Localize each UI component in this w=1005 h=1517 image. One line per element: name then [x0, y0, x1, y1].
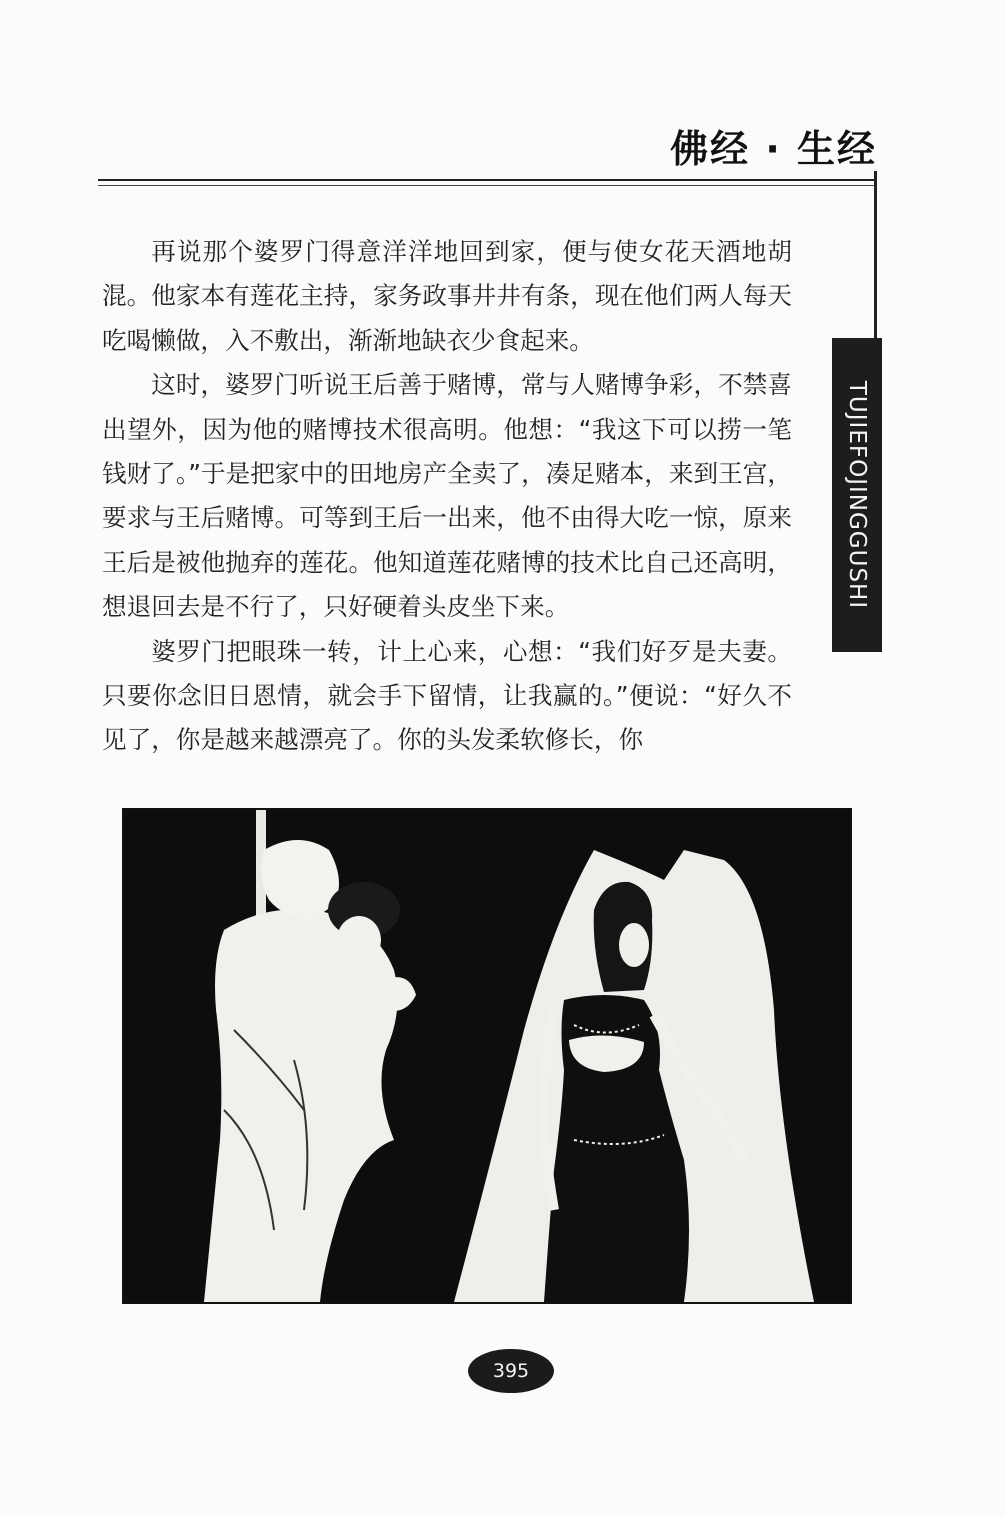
- body-text: [102, 230, 792, 763]
- ink-illustration: [122, 808, 852, 1304]
- praying-hands: [384, 977, 416, 1011]
- page-number: 395: [492, 1360, 530, 1382]
- header-vertical-rule: [874, 171, 877, 343]
- paragraph-1: 再说那个婆罗门得意洋洋地回到家，便与使女花天酒地胡混。他家本有莲花主持，家务政事井井有条，现在他们两人每天吃喝懒做，入不敷出，渐渐地缺衣少食起来。: [102, 237, 792, 355]
- side-tab: [832, 338, 882, 652]
- woman-face: [619, 923, 649, 967]
- header-rule-thin: [98, 185, 876, 186]
- paragraph-2: 这时，婆罗门听说王后善于赌博，常与人赌博争彩，不禁喜出望外，因为他的赌博技术很高明。他想：“我这下可以捞一笔钱财了。”于是把家中的田地房产全卖了，凑足赌本，来到王宫，要求与王后赌博。可等到王后一出来，他不由得大吃一惊，原来王后是被他抛弃的莲花。他知道莲花赌博的技术比自己还高明，想退回去是不行了，只好硬着头皮坐下来。: [102, 370, 792, 622]
- page-number-badge: [468, 1349, 554, 1393]
- header-rule: [98, 179, 876, 181]
- running-header-title: 佛经 · 生经: [670, 127, 877, 171]
- illustration-drawing: [124, 810, 850, 1302]
- side-tab-label: TUJIEFOJINGGUSHI: [844, 380, 870, 610]
- servant-figure: [261, 840, 339, 920]
- paragraph-3: 婆罗门把眼珠一转，计上心来，心想：“我们好歹是夫妻。只要你念旧日恩情，就会手下留情，让我赢的。”便说：“好久不见了，你是越来越漂亮了。你的头发柔软修长，你: [102, 636, 792, 755]
